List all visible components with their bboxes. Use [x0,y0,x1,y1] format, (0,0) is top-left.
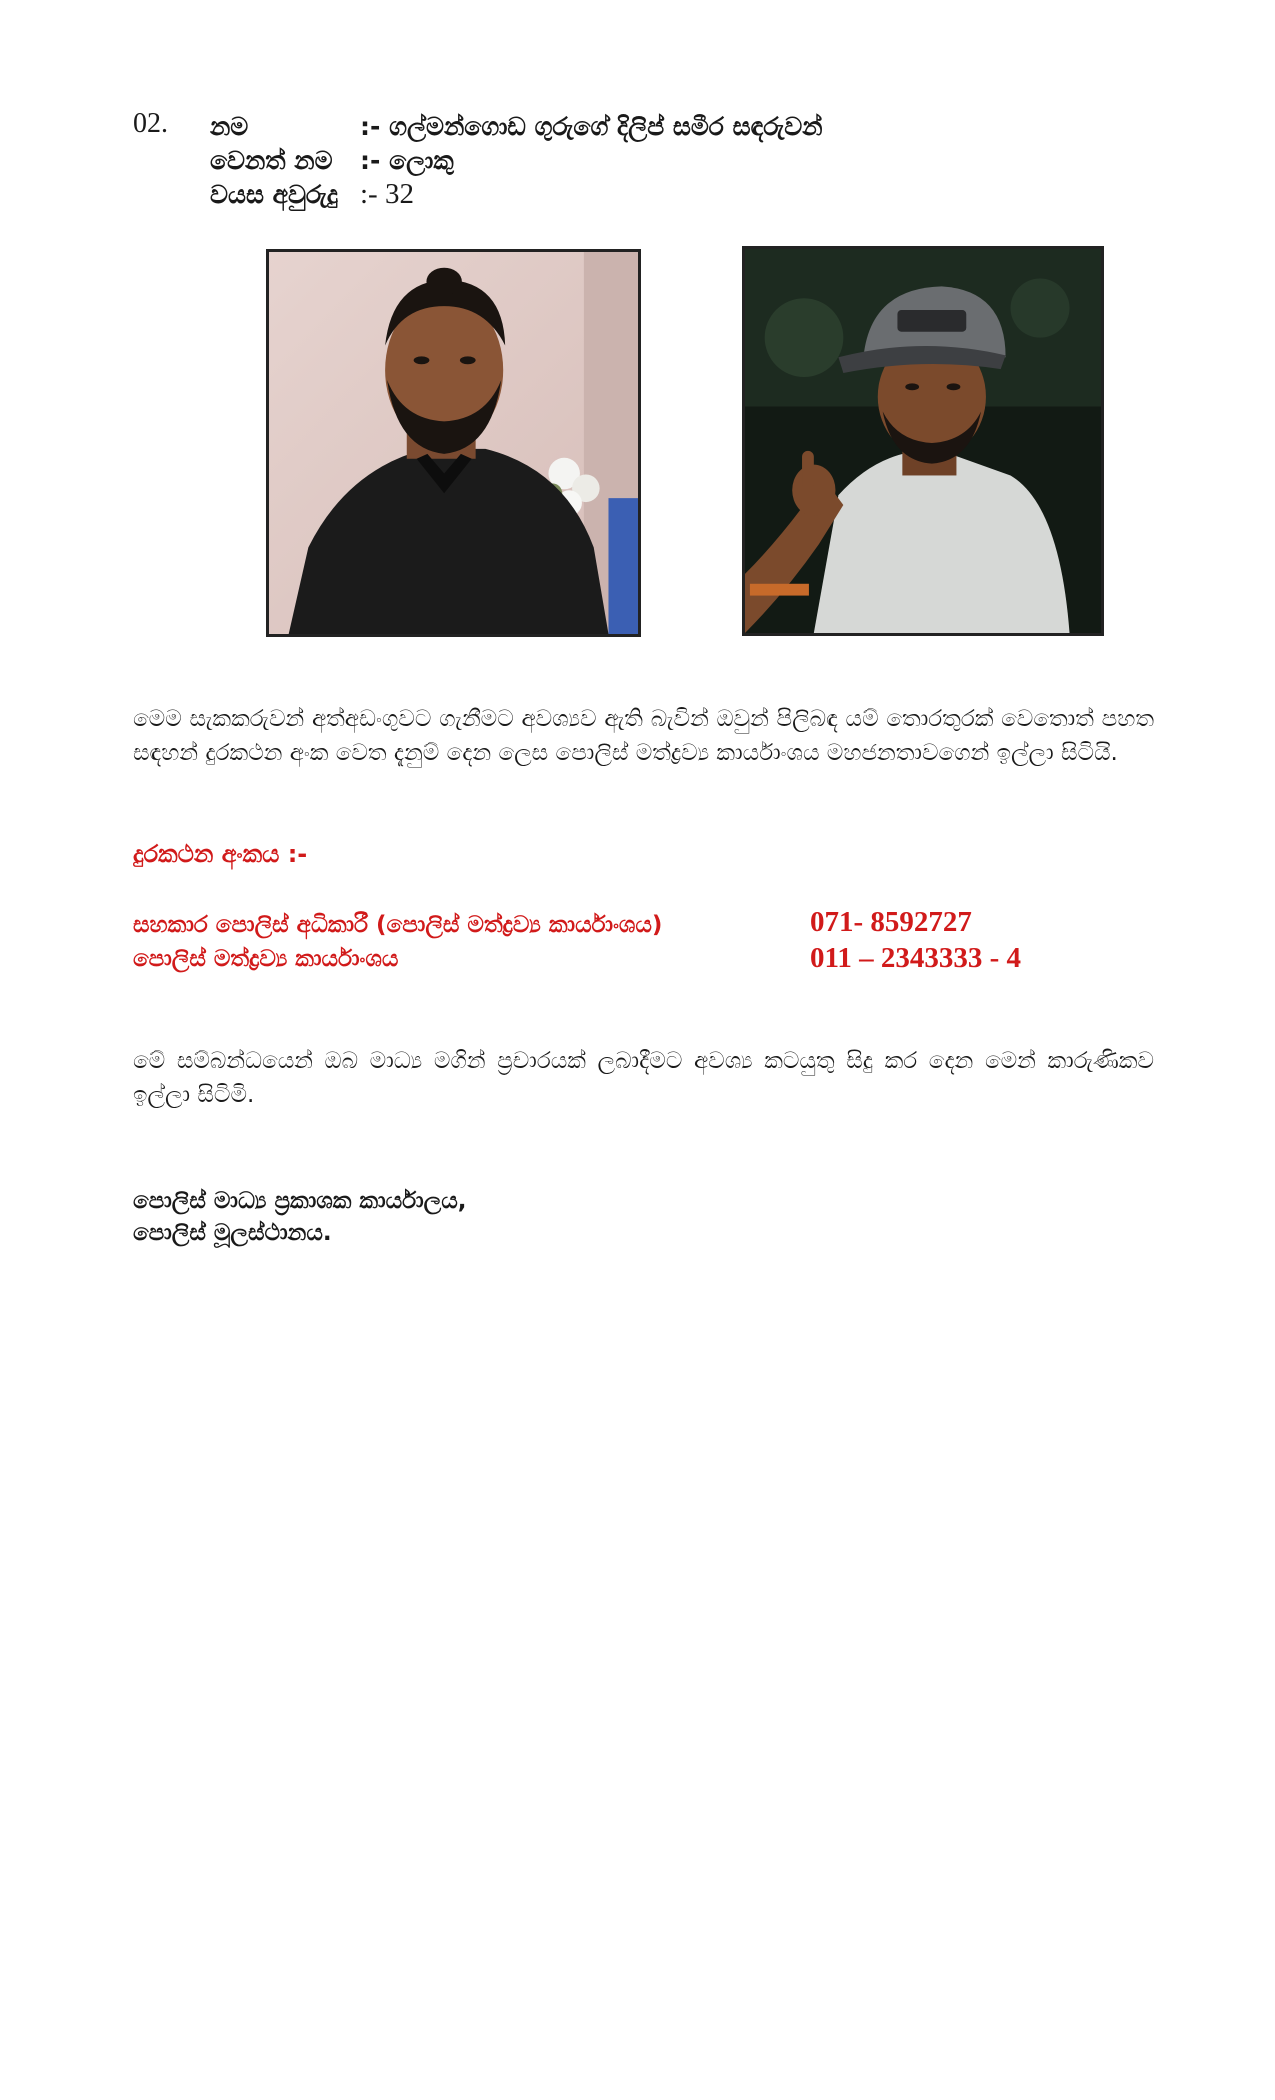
phone-heading: දුරකථන අංකය :- [133,840,308,868]
name-row [210,112,823,142]
suspect-photo-2 [742,246,1104,636]
suspect-photo-1-icon [269,252,638,634]
alias-label: වෙනත් නම [210,146,333,175]
name-label: නම [210,112,249,141]
name-value: :- ගල්මන්ගොඩ ගුරුගේ දිලිප් සමීර සඳරුවන් [360,112,823,141]
alias-row [210,146,454,176]
contact-phone-number[interactable]: 071- 8592727 [810,906,972,938]
signature-headquarters: පොලිස් මූලස්ථානය. [133,1220,332,1246]
age-label: වයස අවුරුදු [210,180,339,209]
request-paragraph: මේ සම්බන්ධයෙන් ඔබ මාධ්‍ය මගින් ප්‍රචාරයක් ලබාදීමට අවශ්‍ය කටයුතු සිදු කර දෙන මෙන් කාරුණිකව ඉල්ලා සිටිමි. [133,1048,1154,1108]
notice-paragraph: මෙම සැකකරුවන් අත්අඩංගුවට ගැනීමට අවශ්‍යව ඇති බැවින් ඔවුන් පිලිබඳ යම් තොරතුරක් වෙතොත් පහත සඳහන් දුරකථන අංක වෙත දැනුම් දෙන ලෙස පොලිස් මත්ද්‍රව්‍ය කාර්යාංශය මහජනතාවගෙන් ඉල්ලා සිටියි. [133,706,1154,766]
alias-value: :- ලොකු [360,146,454,175]
entry-number: 02. [133,108,168,139]
age-value: :- 32 [360,178,414,210]
suspect-photo-2-icon [745,249,1101,633]
contact-phone-number[interactable]: 011 – 2343333 - 4 [810,942,1022,974]
suspect-photo-1 [266,249,641,637]
contact-label: පොලිස් මත්ද්‍රව්‍ය කාර්යාංශය [133,946,399,972]
age-row [210,178,414,211]
contact-label: සහකාර පොලිස් අධිකාරී (පොලිස් මත්ද්‍රව්‍ය කාර්යාංශය) [133,912,663,938]
signature-office: පොලිස් මාධ්‍ය ප්‍රකාශක කාර්යාලය, [133,1188,467,1214]
